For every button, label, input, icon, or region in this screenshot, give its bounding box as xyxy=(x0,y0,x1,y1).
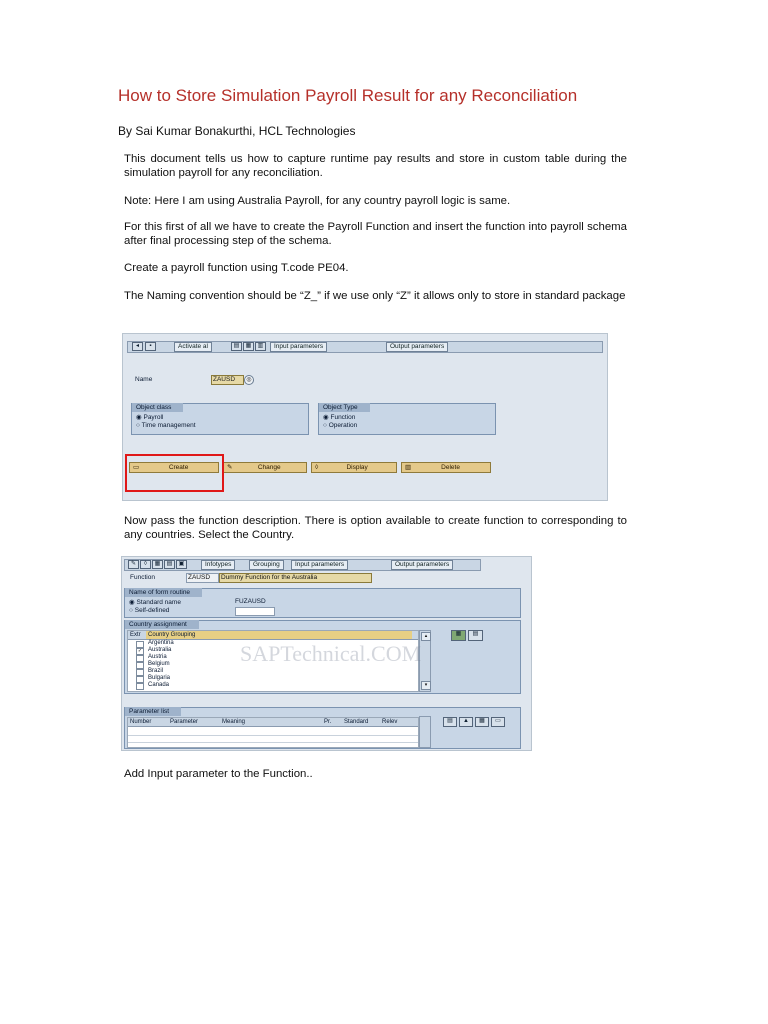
output-parameters-button[interactable]: Output parameters xyxy=(386,342,448,352)
paragraph-description: Now pass the function description. There is option available to create function to corresponding to any countries. Select the Country. xyxy=(124,515,627,541)
radio-self-defined[interactable]: ○ Self-defined xyxy=(129,607,170,614)
name-label: Name xyxy=(135,376,153,383)
country-checkbox[interactable] xyxy=(136,655,144,662)
col-relev: Relev xyxy=(382,719,398,725)
parameter-table xyxy=(127,717,419,748)
parameter-scrollbar[interactable] xyxy=(419,716,431,748)
select-all-icon[interactable]: ▦ xyxy=(451,630,466,641)
col-standard: Standard xyxy=(344,719,369,725)
col-pr: Pr. xyxy=(324,719,332,725)
deselect-all-icon[interactable]: ▤ xyxy=(468,630,483,641)
parameter-table-header xyxy=(128,718,418,727)
table-icon[interactable]: ▤ xyxy=(164,560,175,569)
screenshot-pe04-initial xyxy=(122,333,608,501)
parameter-list-title: Parameter list xyxy=(125,707,181,716)
col-extr: Extr xyxy=(130,632,141,638)
radio-operation[interactable]: ○ Operation xyxy=(323,422,358,429)
activate-all-button[interactable]: Activate al xyxy=(174,342,212,352)
radio-operation-label: Operation xyxy=(328,422,358,429)
screenshot-function-attributes xyxy=(121,556,532,751)
self-defined-input[interactable] xyxy=(235,607,275,616)
paragraph-intro: This document tells us how to capture runtime pay results and store in custom table during the simulation payroll for any reconciliation. xyxy=(124,153,627,179)
object-type-title: Object Type xyxy=(319,403,370,412)
col-parameter: Parameter xyxy=(170,719,199,725)
function-label: Function xyxy=(130,574,155,581)
display-button[interactable] xyxy=(311,462,397,473)
radio-payroll[interactable]: ◉ Payroll xyxy=(136,414,164,421)
object-type-group xyxy=(318,403,496,435)
glasses-icon: ◊ xyxy=(315,464,319,471)
paragraph-note: Note: Here I am using Australia Payroll, for any country payroll logic is same. xyxy=(124,195,511,207)
back-icon[interactable]: ◂ xyxy=(132,342,143,351)
details-icon[interactable]: ▭ xyxy=(491,717,505,727)
standard-name-value: FUZAUSD xyxy=(235,598,266,605)
create-icon: ▭ xyxy=(133,464,140,471)
print-icon[interactable]: ▦ xyxy=(243,342,254,351)
add-row-icon[interactable]: ▤ xyxy=(443,717,457,727)
country-checkbox[interactable] xyxy=(136,683,144,690)
function-description-input[interactable]: Dummy Function for the Australia xyxy=(219,573,372,583)
radio-standard-name[interactable]: ◉ Standard name xyxy=(129,599,181,606)
radio-self-defined-label: Self-defined xyxy=(134,607,170,614)
search-help-icon[interactable]: ◎ xyxy=(244,375,254,385)
radio-time-management[interactable]: ○ Time management xyxy=(136,422,196,429)
country-table-header xyxy=(128,631,418,640)
country-checkbox[interactable] xyxy=(136,669,144,676)
settings-icon[interactable]: ▪ xyxy=(145,342,156,351)
paragraph-naming: The Naming convention should be “Z_” if we use only “Z” it allows only to store in standard package xyxy=(124,290,626,302)
country-name: Brazil xyxy=(148,668,164,674)
country-checkbox[interactable] xyxy=(136,641,144,648)
edit-icon[interactable]: ✎ xyxy=(128,560,139,569)
name-input[interactable]: ZAUSD xyxy=(211,375,244,385)
change-button-label: Change xyxy=(257,464,281,471)
object-class-title: Object class xyxy=(132,403,183,412)
toolbar-2 xyxy=(124,559,481,571)
country-checkbox[interactable] xyxy=(136,662,144,669)
grid-icon[interactable]: ▦ xyxy=(152,560,163,569)
radio-function-label: Function xyxy=(330,414,356,421)
radio-payroll-label: Payroll xyxy=(143,414,164,421)
object-class-group xyxy=(131,403,309,435)
function-name-field: ZAUSD xyxy=(186,573,219,583)
form-routine-group xyxy=(124,588,521,618)
country-name: Belgium xyxy=(148,661,170,667)
country-name: Australia xyxy=(148,647,172,653)
paragraph-input-parameter: Add Input parameter to the Function.. xyxy=(124,768,313,780)
input-parameters-button[interactable]: Input parameters xyxy=(270,342,327,352)
parameter-list-group xyxy=(124,707,521,749)
parameter-row-line xyxy=(128,742,418,743)
radio-standard-name-label: Standard name xyxy=(136,599,181,606)
create-button-label: Create xyxy=(168,464,189,471)
country-name: Austria xyxy=(148,654,167,660)
col-number: Number xyxy=(130,719,152,725)
toolbar xyxy=(127,341,603,353)
form-routine-title: Name of form routine xyxy=(125,588,202,597)
country-checkbox[interactable]: ✓ xyxy=(137,648,143,654)
insert-row-icon[interactable]: ▲ xyxy=(459,717,473,727)
delete-button-label: Delete xyxy=(441,464,460,471)
author-line: By Sai Kumar Bonakurthi, HCL Technologies xyxy=(118,124,356,138)
grouping-button[interactable]: Grouping xyxy=(249,560,284,570)
col-country-grouping: Country Grouping xyxy=(146,631,412,639)
screen-icon[interactable]: ▣ xyxy=(176,560,187,569)
delete-button[interactable] xyxy=(401,462,491,473)
scroll-up-icon[interactable]: ▴ xyxy=(421,632,431,641)
parameter-row-line xyxy=(128,735,418,736)
col-meaning: Meaning xyxy=(222,719,246,725)
document-title: How to Store Simulation Payroll Result for any Reconciliation xyxy=(118,86,578,105)
radio-function[interactable]: ◉ Function xyxy=(323,414,356,421)
change-button[interactable] xyxy=(223,462,307,473)
country-name: Bulgaria xyxy=(148,675,171,681)
country-name: Argentina xyxy=(148,640,174,646)
list-icon[interactable]: ▥ xyxy=(255,342,266,351)
pencil-icon: ✎ xyxy=(227,464,233,471)
output-parameters-button-2[interactable]: Output parameters xyxy=(391,560,453,570)
create-highlight-box xyxy=(125,454,224,492)
input-parameters-button-2[interactable]: Input parameters xyxy=(291,560,348,570)
display-button-label: Display xyxy=(346,464,368,471)
country-name: Canada xyxy=(148,682,170,688)
trash-icon: ▥ xyxy=(405,464,412,471)
country-assignment-title: Country assignment xyxy=(125,620,199,629)
paragraph-step1: For this first of all we have to create the Payroll Function and insert the function into payroll schema after final processing step of the schema. xyxy=(124,221,627,247)
infotypes-button[interactable]: Infotypes xyxy=(201,560,235,570)
radio-time-management-label: Time management xyxy=(141,422,196,429)
delete-row-icon[interactable]: ▦ xyxy=(475,717,489,727)
watermark-text: SAPTechnical.COM xyxy=(240,641,422,666)
glasses-icon-2[interactable]: ◊ xyxy=(140,560,151,569)
country-checkbox[interactable] xyxy=(136,676,144,683)
paragraph-step2: Create a payroll function using T.code PE04. xyxy=(124,262,349,274)
scroll-down-icon[interactable]: ▾ xyxy=(421,681,431,690)
copy-icon[interactable]: ▤ xyxy=(231,342,242,351)
